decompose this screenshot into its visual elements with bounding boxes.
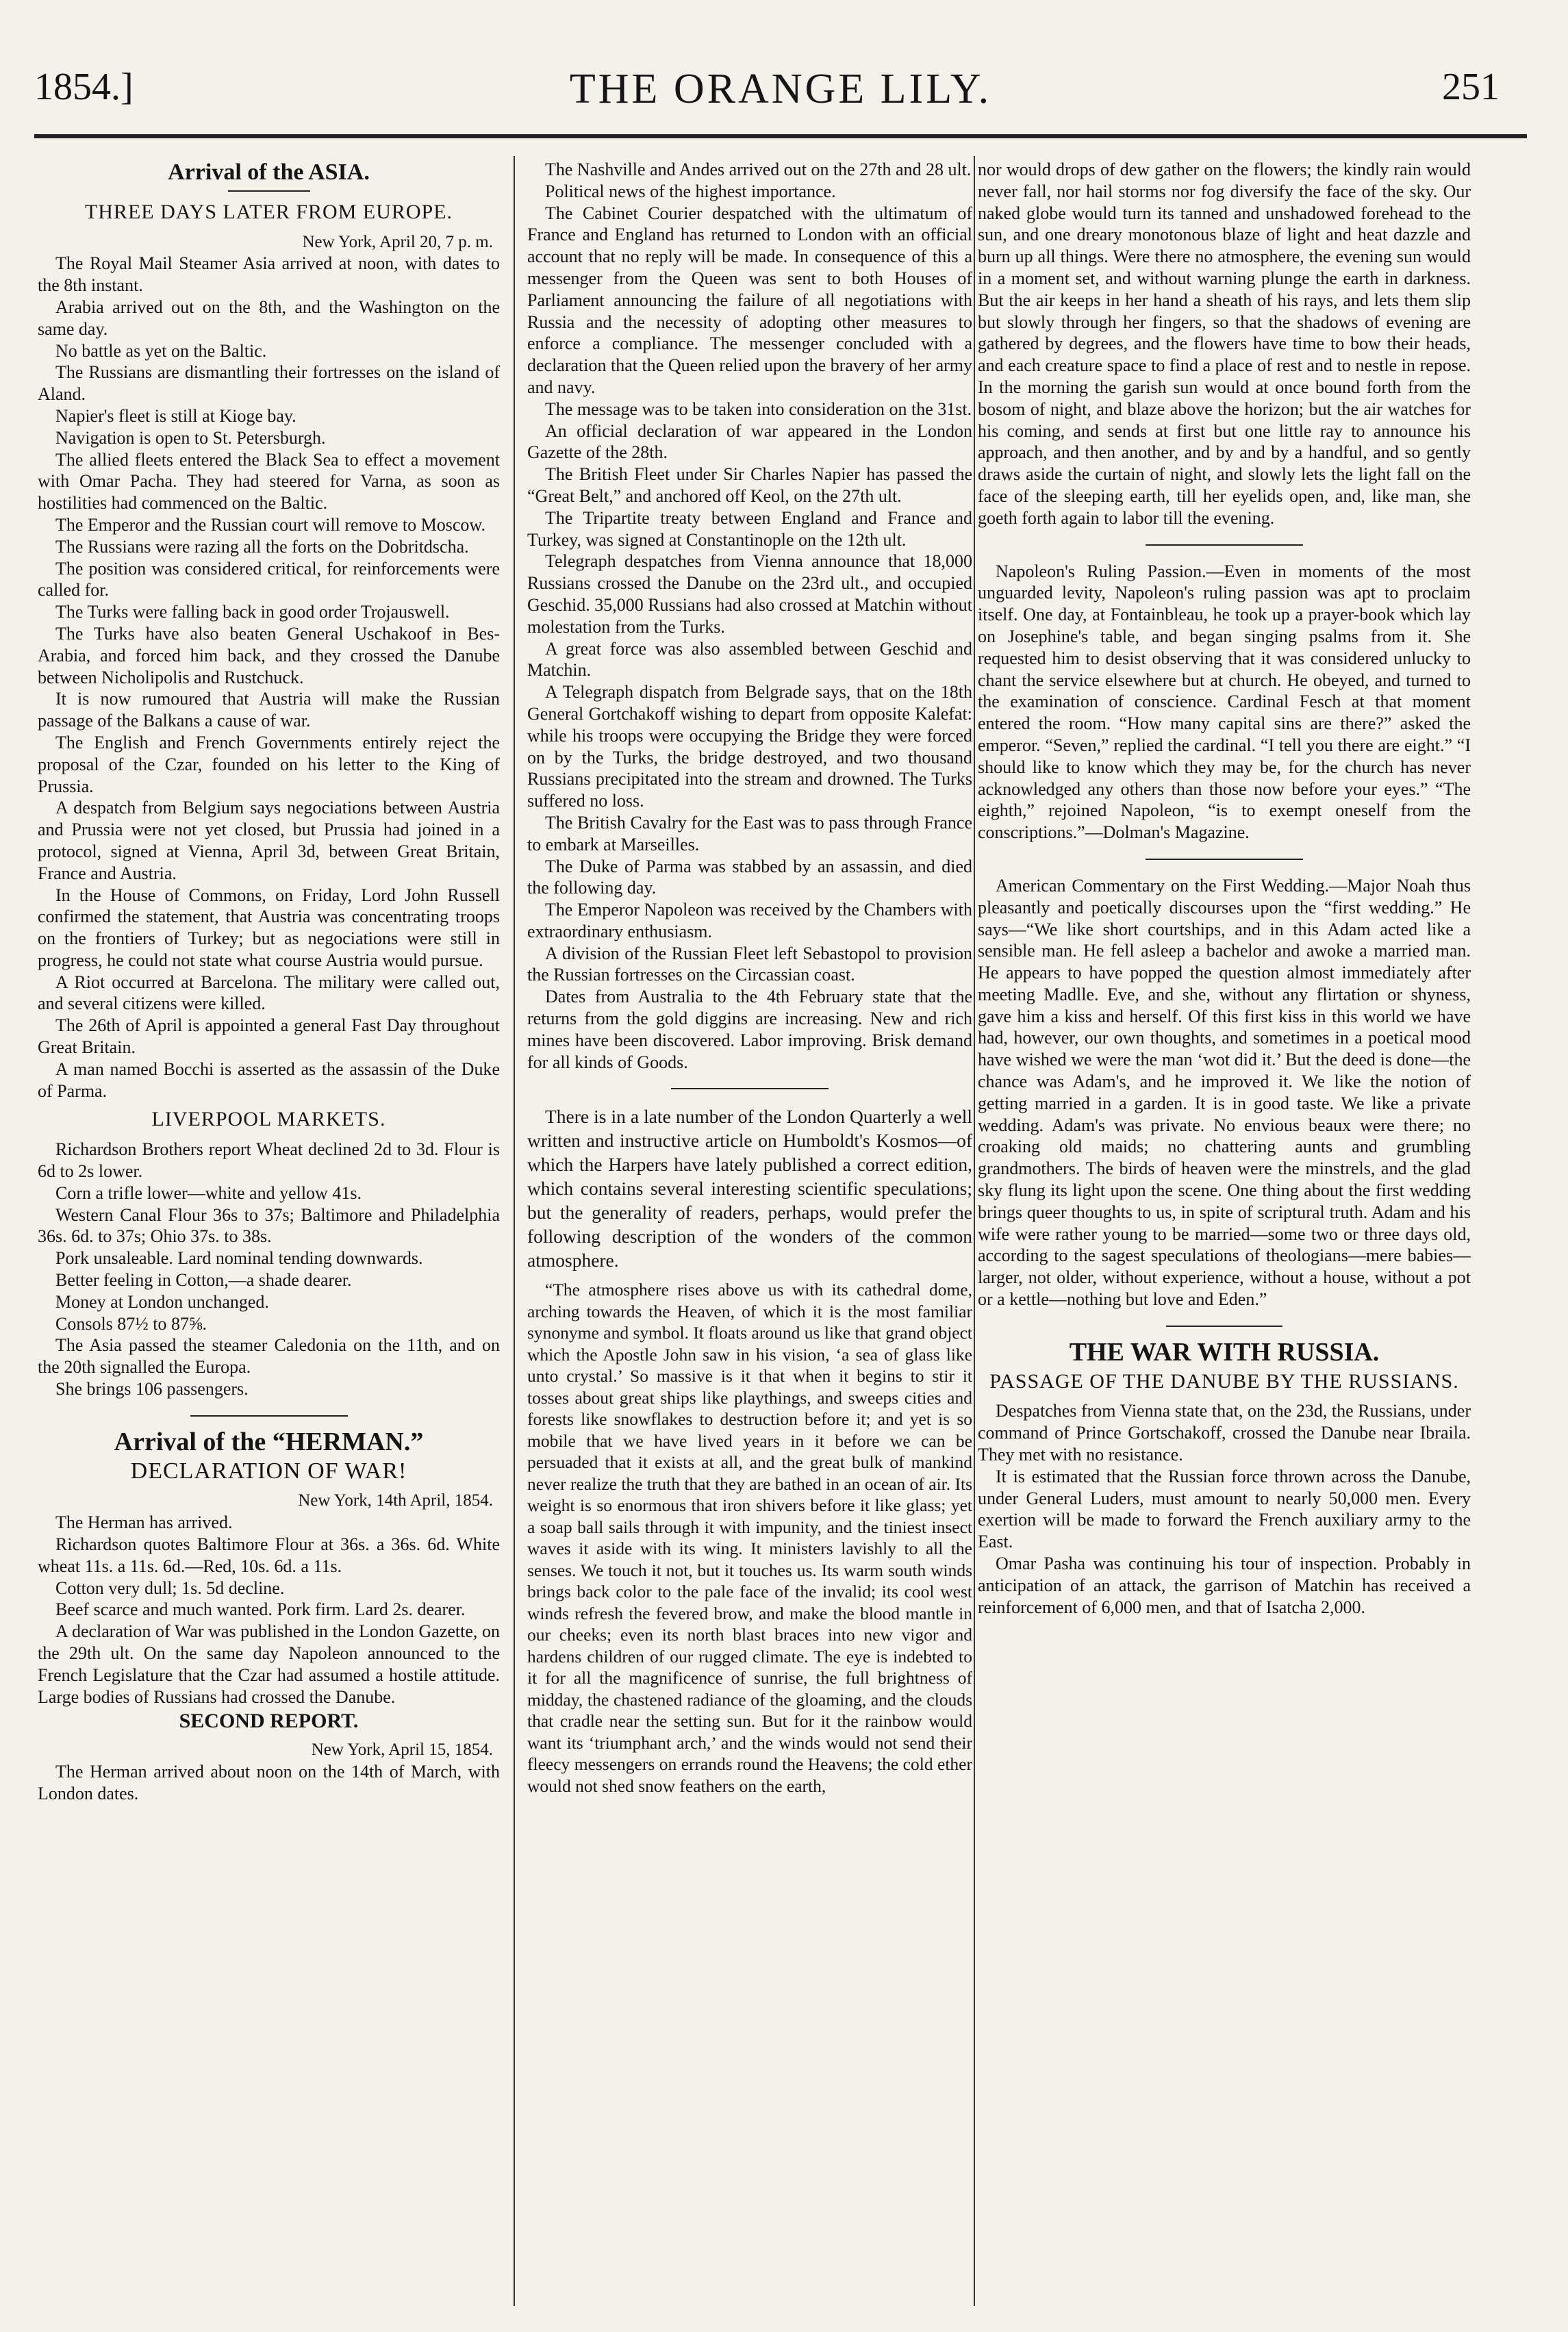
article-heading: THE WAR WITH RUSSIA.	[1069, 1337, 1380, 1367]
paragraph: A man named Bocchi is asserted as the assassin of the Duke of Parma.	[38, 1059, 500, 1101]
paragraph: The Royal Mail Steamer Asia arrived at noon, with dates to the 8th instant.	[38, 253, 500, 296]
paragraph: The British Cavalry for the East was to pass through France to embark at Marseilles.	[527, 812, 972, 854]
paragraph: nor would drops of dew gather on the flowers; the kindly rain would never fall, nor hail storms nor fog diversify the face of the sky. Our naked globe would turn its tanned and unshadowed forehead to the sun, and one dreary monotonous blaze of light and heat dazzle and burn up all things. Were there no atmosphere, the evening sun would in a moment set, and without warning plunge the earth in darkness. But the air keeps in her hand a sheath of his rays, and lets them slip but slowly through her fingers, so that the shadows of evening are gathered by degrees, and the flowers have time to bow their heads, and each creature space to find a place of rest and to nestle in repose. In the morning the garish sun would at once bound forth from the bosom of night, and blaze above the horizon; but the air watches for his coming, and sends at first but one little ray to announce his approach, and then another, and by and by a handful, and so gently draws aside the curtain of night, and slowly lets the light fall on the face of the sleeping earth, till her eyelids open, and, like man, she goeth forth again to labor till the evening.	[978, 160, 1471, 528]
section-rule	[1146, 544, 1303, 546]
section-heading: LIVERPOOL MARKETS.	[151, 1108, 386, 1131]
page-number: 251	[1442, 66, 1500, 108]
paragraph: Navigation is open to St. Petersburgh.	[55, 427, 326, 448]
paragraph: The 26th of April is appointed a general Fast Day throughout Great Britain.	[38, 1015, 500, 1058]
paragraph: The Emperor Napoleon was received by the Chambers with extraordinary enthusiasm.	[527, 900, 972, 941]
paragraph: Cotton very dull; 1s. 5d decline.	[55, 1577, 285, 1598]
dateline: New York, 14th April, 1854.	[298, 1491, 493, 1510]
column-divider	[514, 156, 515, 2306]
paragraph: A declaration of War was published in the London Gazette, on the 29th ult. On the same day Napoleon announced to the French Legislature that the Czar had assumed a hostile attitude. Large bodies of Russians had crossed the Danube.	[38, 1621, 500, 1707]
paragraph: A division of the Russian Fleet left Sebastopol to provision the Russian fortresses on the Circassian coast.	[527, 943, 972, 985]
paragraph: A Telegraph dispatch from Belgrade says, that on the 18th General Gortchakoff wishing to depart from opposite Kalefat: while his troops were occupying the Bridge they were forced on by the Turks, the bridge destroyed, and two thousand Russians precipitated into the stream and drowned. The Turks suffered no loss.	[527, 682, 972, 811]
paragraph: The Turks have also beaten General Uschakoof in Bes-Arabia, and forced him back, and they crossed the Danube between Nicholipolis and Rustchuck.	[38, 623, 500, 687]
paragraph: Beef scarce and much wanted. Pork firm. Lard 2s. dearer.	[55, 1599, 466, 1620]
paragraph: Richardson quotes Baltimore Flour at 36s. a 36s. 6d. White wheat 11s. a 11s. 6d.—Red, 10s. 6d. a 11s.	[38, 1534, 500, 1576]
paragraph: Better feeling in Cotton,—a shade dearer.	[55, 1270, 352, 1291]
paragraph: The Asia passed the steamer Caledonia on the 11th, and on the 20th signalled the Europa.	[38, 1335, 500, 1378]
dateline: New York, April 20, 7 p. m.	[302, 232, 493, 251]
paragraph: Pork unsaleable. Lard nominal tending downwards.	[55, 1248, 423, 1269]
article-subheading: DECLARATION OF WAR!	[130, 1458, 407, 1484]
paragraph: “The atmosphere rises above us with its cathedral dome, arching towards the Heaven, of which it is the most familiar synonyme and symbol. It floats around us like that grand object which the Apostle John saw in his vision, ‘a sea of glass like unto crystal.’ So massive is it that when it begins to stir it tosses about great ships like playthings, and sweeps cities and forests like snowflakes to destruction before it; and yet is so mobile that we have lived years in it before we can be persuaded that it exists at all, and the great bulk of mankind never realize the truth that they are bathed in an ocean of air. Its weight is so enormous that iron shivers before it like glass; yet a soap ball sails through it with impunity, and the tiniest insect waves it aside with its wing. It ministers lavishly to all the senses. We touch it not, but it touches us. Its warm south winds brings back color to the pale face of the invalid; its cool west winds refresh the fevered brow, and make the blood mantle in our cheeks; even its north blast braces into new vigor and hardens children of our rugged climate. The eye is indebted to it for all the magnificence of sunrise, the full brightness of midday, the chastened radiance of the gloaming, and the clouds that cradle near the setting sun. But for it the rainbow would want its ‘triumphant arch,’ and the winds would not send their fleecy messengers on errands round the Heavens; the cold ether would not shed snow feathers on the earth,	[527, 1280, 972, 1796]
paragraph: Omar Pasha was continuing his tour of inspection. Probably in anticipation of an attack, the garrison of Matchin has received a reinforcement of 6,000 men, and that of Isatcha 2,000.	[978, 1554, 1471, 1617]
section-rule	[190, 1415, 348, 1417]
paragraph: A despatch from Belgium says negociations between Austria and Prussia were not yet closed, but Prussia had joined in a protocol, signed at Vienna, April 3d, between Great Britain, France and Austria.	[38, 798, 500, 883]
masthead-title: THE ORANGE LILY.	[569, 66, 992, 112]
paragraph: Corn a trifle lower—white and yellow 41s.	[55, 1182, 362, 1203]
paragraph: Consols 87½ to 87⅝.	[55, 1313, 207, 1334]
paragraph: Richardson Brothers report Wheat declined 2d to 3d. Flour is 6d to 2s lower.	[38, 1139, 500, 1182]
section-rule	[1146, 859, 1303, 860]
article-subheading: PASSAGE OF THE DANUBE BY THE RUSSIANS.	[989, 1369, 1459, 1393]
paragraph: The position was considered critical, for reinforcements were called for.	[38, 558, 500, 600]
paragraph: Despatches from Vienna state that, on the 23d, the Russians, under command of Prince Gortschakoff, crossed the Danube near Ibraila. They met with no resistance.	[978, 1401, 1471, 1465]
column-3	[978, 159, 1471, 1618]
paragraph: Napoleon's Ruling Passion.—Even in moments of the most unguarded levity, Napoleon's ruling passion was apt to proclaim itself. One day, at Fontainbleau, he took up a prayer-book which lay on Josephine's table, and began singing psalms from it. She requested him to desist observing that it was considered unlucky to chant the service elsewhere but at church. He obeyed, and turned to the examination of conscience. Cardinal Fesch at that moment entered the room. “How many capital sins are there?” asked the emperor. “Seven,” replied the cardinal. “I tell you there are eight.” “I should like to know which they may be, for the church has never acknowledged any others than those now before your eyes.” “The eighth,” rejoined Napoleon, “is to exempt oneself from the conscriptions.”—Dolman's Magazine.	[978, 561, 1471, 843]
paragraph: The Turks were falling back in good order Trojauswell.	[55, 602, 450, 622]
paragraph: The Herman arrived about noon on the 14th of March, with London dates.	[38, 1761, 500, 1803]
paragraph: A great force was also assembled between Geschid and Matchin.	[527, 638, 972, 681]
paragraph: Dates from Australia to the 4th February state that the returns from the gold diggins are increasing. New and rich mines have been discovered. Labor improving. Brisk demand for all kinds of Goods.	[527, 987, 972, 1072]
paragraph: No battle as yet on the Baltic.	[55, 340, 267, 361]
paragraph: The allied fleets entered the Black Sea to effect a movement with Omar Pacha. They had steered for Varna, as soon as hostilities had commenced on the Baltic.	[38, 449, 500, 514]
paragraph: The Russians were razing all the forts on the Dobritdscha.	[55, 536, 469, 557]
page-header	[34, 65, 1527, 120]
dateline: New York, April 15, 1854.	[311, 1740, 493, 1760]
paragraph: The English and French Governments entirely reject the proposal of the Czar, founded on his letter to the King of Prussia.	[38, 732, 500, 796]
paragraph: There is in a late number of the London Quarterly a well written and instructive article on Humboldt's Kosmos—of which the Harpers have lately published a correct edition, which contains several interesting scientific speculations; but the generality of readers, perhaps, would prefer the following description of the wonders of the common atmosphere.	[527, 1106, 972, 1271]
paragraph: The British Fleet under Sir Charles Napier has passed the “Great Belt,” and anchored off Keol, on the 27th ult.	[527, 464, 972, 506]
paragraph: The Nashville and Andes arrived out on the 27th and 28 ult.	[545, 160, 972, 179]
paragraph: The Emperor and the Russian court will remove to Moscow.	[55, 514, 485, 535]
paragraph: Western Canal Flour 36s to 37s; Baltimore and Philadelphia 36s. 6d. to 37s; Ohio 37s. to 38s.	[38, 1204, 500, 1247]
article-heading: Arrival of the ASIA.	[168, 160, 370, 185]
article-heading: Arrival of the “HERMAN.”	[114, 1427, 424, 1456]
paragraph: Money at London unchanged.	[55, 1291, 269, 1312]
paragraph: American Commentary on the First Wedding.—Major Noah thus pleasantly and poetically discourses upon the “first wedding.” He says—“We like short courtships, and in this Adam acted like a sensible man. He fell asleep a bachelor and awoke a married man. He appears to have popped the question almost immediately after meeting Madlle. Eve, and she, without any flirtation or shyness, gave him a kiss and herself. Of this first kiss in this world we have had, however, our own thoughts, and sometimes in a poetical mood have wished we were the man ‘wot did it.’ But the deed is done—the chance was Adam's, and he improved it. We like the notion of getting married in a garden. It is in good taste. We like a private wedding. Adam's was private. No envious beaux were there; no croaking old maids; no chattering aunts and grumbling grandmothers. The birds of heaven were the minstrels, and the glad sky flung its light upon the scene. One thing about the first wedding brings queer thoughts to us, in spite of scriptural truth. Adam and his wife were rather young to be married—some two or three days old, according to the sagest speculations of theologians—mere babies—larger, not older, without experience, without a house, without a pot or a kettle—nothing but love and Eden.”	[978, 875, 1471, 1310]
paragraph: The Duke of Parma was stabbed by an assassin, and died the following day.	[527, 856, 972, 898]
header-rule	[34, 134, 1527, 138]
paragraph: Arabia arrived out on the 8th, and the Washington on the same day.	[38, 296, 500, 339]
paragraph: It is estimated that the Russian force thrown across the Danube, under General Luders, must amount to nearly 50,000 men. Every exertion will be made to forward the French auxiliary army to the East.	[978, 1466, 1471, 1552]
paragraph: In the House of Commons, on Friday, Lord John Russell confirmed the statement, that Austria was concentrating troops on the frontiers of Turkey; but as negociations were still in progress, he could not state what course Austria would pursue.	[38, 885, 500, 970]
column-1	[38, 159, 500, 1805]
section-heading: SECOND REPORT.	[179, 1710, 359, 1733]
paragraph: It is now rumoured that Austria will make the Russian passage of the Balkans a cause of war.	[38, 689, 500, 731]
paragraph: A Riot occurred at Barcelona. The military were called out, and several citizens were killed.	[38, 972, 500, 1014]
column-2	[527, 159, 972, 1797]
paragraph: The Herman has arrived.	[55, 1512, 233, 1533]
paragraph: Telegraph despatches from Vienna announce that 18,000 Russians crossed the Danube on the 23rd ult., and occupied Geschid. 35,000 Russians had also crossed at Matchin without molestation from the Turks.	[527, 551, 972, 637]
section-rule	[1166, 1326, 1282, 1327]
paragraph: Political news of the highest importance.	[545, 181, 836, 201]
paragraph: She brings 106 passengers.	[55, 1379, 249, 1399]
heading-rule	[228, 190, 310, 192]
paragraph: The Tripartite treaty between England and France and Turkey, was signed at Constantinople on the 12th ult.	[527, 507, 972, 550]
column-divider	[974, 156, 975, 2306]
paragraph: Napier's fleet is still at Kioge bay.	[55, 405, 296, 426]
section-rule	[671, 1088, 829, 1089]
paragraph: The Russians are dismantling their fortresses on the island of Aland.	[38, 362, 500, 405]
header-year: 1854.]	[34, 66, 134, 108]
paragraph: The message was to be taken into consideration on the 31st.	[545, 398, 972, 419]
article-subheading: THREE DAYS LATER FROM EUROPE.	[84, 200, 453, 223]
paragraph: The Cabinet Courier despatched with the ultimatum of France and England has returned to London with an official account that no reply will be made. In consequence of this a messenger from the Queen was sent to both Houses of Parliament announcing the failure of all negotiations with Russia and the necessity of adopting other measures to enforce a compliance. The messenger concluded with a declaration that the Queen relied upon the bravery of her army and navy.	[527, 203, 972, 397]
paragraph: An official declaration of war appeared in the London Gazette of the 28th.	[527, 420, 972, 463]
